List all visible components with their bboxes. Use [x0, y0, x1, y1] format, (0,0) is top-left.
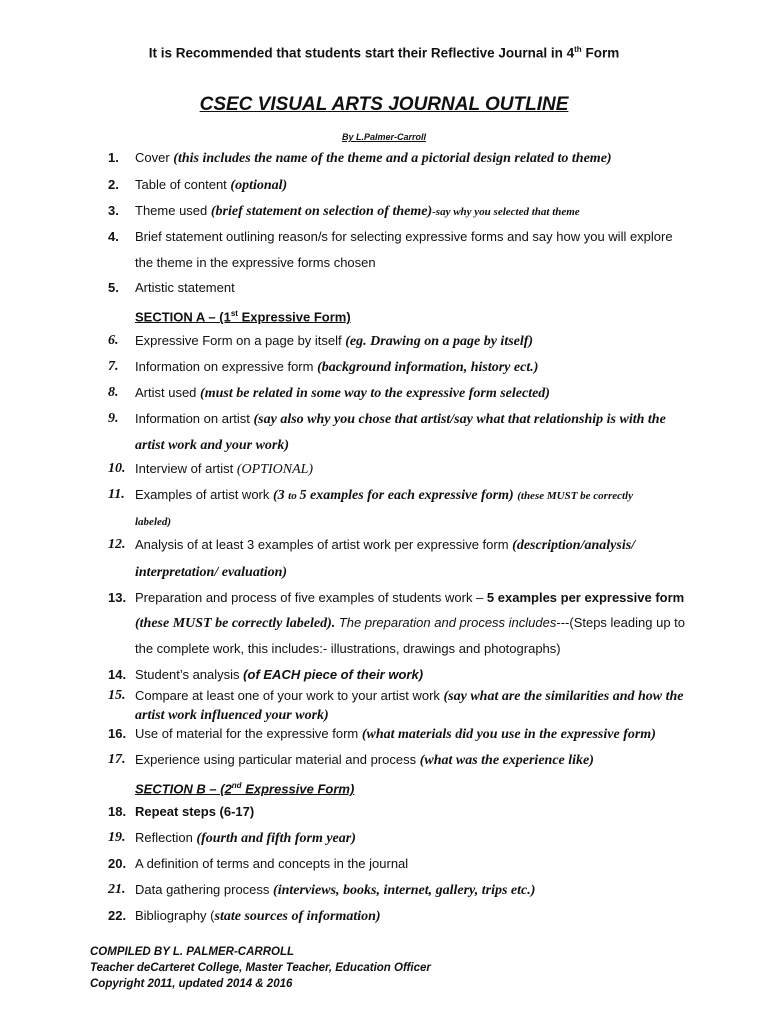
page-title: CSEC VISUAL ARTS JOURNAL OUTLINE	[199, 94, 569, 115]
author-byline: By L.Palmer-Carroll	[341, 132, 427, 142]
recommendation-note: It is Recommended that students start their Reflective Journal in 4th Form	[148, 45, 620, 61]
footer-author-title: Teacher deCarteret College, Master Teacher, Education Officer	[90, 962, 431, 974]
footer-compiled-by: COMPILED BY L. PALMER-CARROLL	[90, 946, 295, 958]
journal-outline-page: It is Recommended that students start their Reflective Journal in 4th Form CSEC VISUAL ARTS JOURNAL OUTLINE By L.Palmer-Carroll 1. Cover (this includes the name of the theme and a pictorial design related to theme) 2. Table of content (optional) 3. Theme used (brief statement on selection of theme)-say why you selected that theme 4. Brief statement outlining reason/s for selecting expressive forms and say how you will explore the theme in the expressive forms chosen 5. Artistic statement SECTION A – (1st Expressive Form) 6. Expressive Form on a page by itself (eg. Drawing on a page by itself) 7. Information on expressive form (background information, history ect.) 8. Artist used (must be related in some way to the expressive form selected) 9. Information on artist (say also why you chose that artist/say what that relationship is with the artist work and your work) 10. Interview of artist (OPTIONAL) 11. Examples of artist work (3 to 5 examples for each expressive form) (these MUST be correctly labeled) 12. Analysis of at least 3 examples of artist work per expressive form (description/analysis/ interpretation/ evaluation) 13. Preparation and process of five examples of students work – 5 examples per expressive form (these MUST be correctly labeled). The preparation and process includes---(Steps leading up to the complete work, this includes:- illustrations, drawings and photographs) 14. Student’s analysis (of EACH piece of their work) 15. Compare at least one of your work to your artist work (say what are the similarities and how the artist work influenced your work) 16. Use of material for the expressive form (what materials did you use in the expressive form) 17. Experience using particular material and process (what was the experience like) SECTION B – (2nd Expressive Form) 18. Repeat steps (6-17) 19. Reflection (fourth and fifth form year) 20. A definition of terms and concepts in the journal 21. Data gathering process (interviews, books, internet, gallery, trips etc.) 22. Bibliography (state sources of information) COMPILED BY L. PALMER-CARROLL Teacher deCarteret College, Master Teacher, Education Officer Copyright 2011, updated 2014 & 2016	[0, 0, 768, 1024]
footer-copyright: Copyright 2011, updated 2014 & 2016	[90, 978, 293, 990]
